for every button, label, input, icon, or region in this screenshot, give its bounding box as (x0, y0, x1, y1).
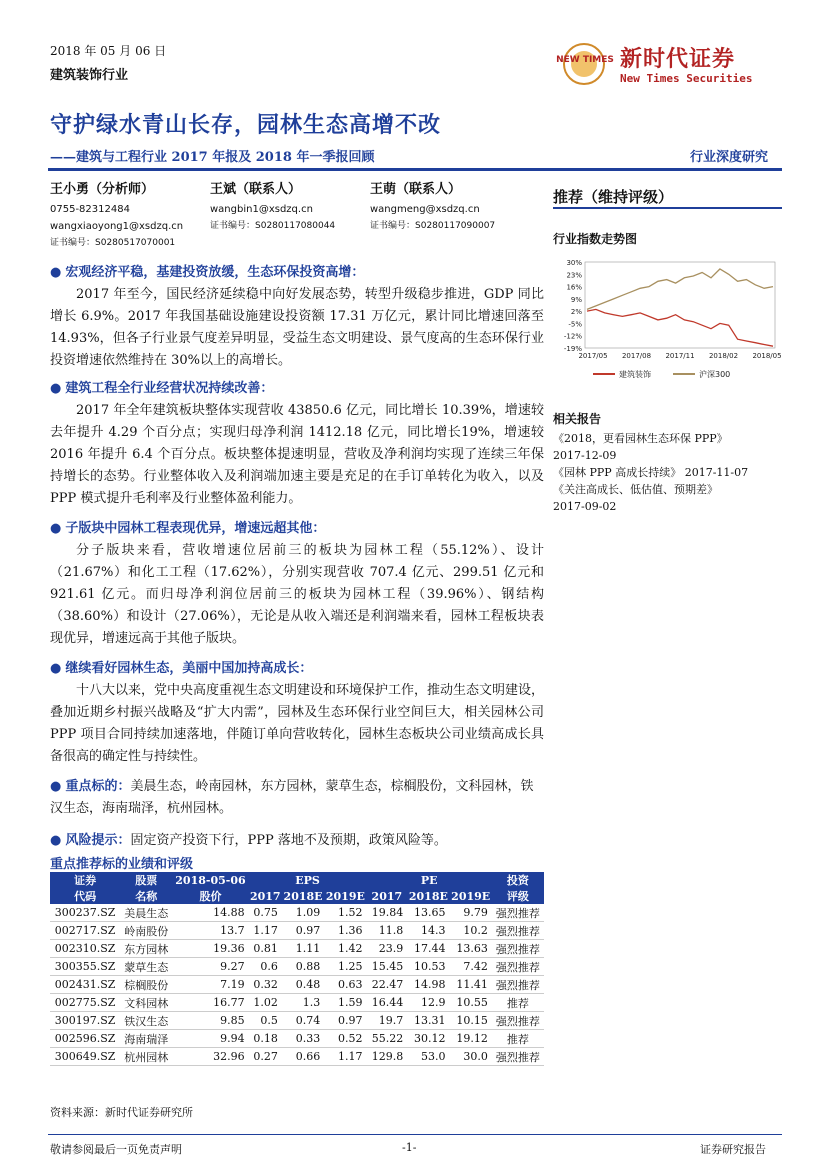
table-cell: 0.88 (282, 958, 324, 976)
table-cell: 10.53 (407, 958, 449, 976)
analyst-email[interactable]: wangmeng@xsdzq.cn (370, 204, 480, 215)
table-cell: 强烈推荐 (492, 1012, 544, 1030)
table-cell: 10.15 (450, 1012, 492, 1030)
x-tick-label: 2017/05 (578, 352, 608, 360)
table-cell: 19.36 (172, 940, 248, 958)
table-cell: 1.11 (282, 940, 324, 958)
table-header: 证券 (50, 872, 120, 888)
table-cell: 23.9 (367, 940, 408, 958)
table-cell: 0.81 (249, 940, 282, 958)
table-row (50, 922, 544, 940)
company-logo (554, 40, 784, 92)
page-number: -1- (402, 1141, 417, 1154)
table-header: 名称 (120, 888, 172, 904)
analyst-phone: 0755-82312484 (50, 204, 130, 215)
analyst-name: 王小勇（分析师） (50, 182, 155, 197)
table-cell: 推荐 (492, 994, 544, 1012)
trend-chart-title: 行业指数走势图 (553, 232, 638, 246)
table-row (50, 904, 544, 922)
table-cell: 0.32 (249, 976, 282, 994)
table-cell: 1.3 (282, 994, 324, 1012)
table-cell: 13.7 (172, 922, 248, 940)
analyst-block (50, 178, 540, 248)
analyst-email[interactable]: wangbin1@xsdzq.cn (210, 204, 313, 215)
table-row (50, 976, 544, 994)
table-cell: 强烈推荐 (492, 958, 544, 976)
table-row (50, 994, 544, 1012)
key-stocks-text: 美晨生态，岭南园林，东方园林，蒙草生态，棕榈股份，文科园林，铁汉生态，海南瑞泽，杭州园林。 (50, 779, 534, 816)
table-cell: 13.63 (450, 940, 492, 958)
table-title: 重点推荐标的业绩和评级 (50, 857, 194, 872)
table-header: EPS (249, 872, 367, 888)
table-cell: 0.75 (249, 904, 282, 922)
table-cell: 1.59 (324, 994, 366, 1012)
table-cell: 002310.SZ (50, 940, 120, 958)
analyst-name: 王斌（联系人） (210, 182, 302, 197)
table-header-row (50, 872, 544, 888)
analyst-name: 王萌（联系人） (370, 182, 462, 197)
analyst-email[interactable]: wangxiaoyong1@xsdzq.cn (50, 221, 184, 232)
table-cell: 9.27 (172, 958, 248, 976)
table-row (50, 958, 544, 976)
table-header: 代码 (50, 888, 120, 904)
y-tick-label: 23% (566, 271, 582, 280)
analyst-card (50, 178, 183, 252)
table-cell: 0.66 (282, 1048, 324, 1066)
table-cell: 53.0 (407, 1048, 449, 1066)
related-report-title[interactable]: 《关注高成长、低估值、预期差》 (553, 483, 718, 496)
table-row (50, 1030, 544, 1048)
table-cell: 9.94 (172, 1030, 248, 1048)
table-header: 2017 (249, 889, 281, 903)
section-body: 十八大以来，党中央高度重视生态文明建设和环境保护工作，推动生态文明建设，叠加近期乡村振兴战略及“扩大内需”，园林及生态环保行业空间巨大，相关园林公司 PPP 项目合同持续加速落地，伴随订单向营收转化，园林生态板块公司业绩高成长具备很高的确定性与持续性。 (50, 683, 545, 764)
table-cell: 7.19 (172, 976, 248, 994)
related-report-title[interactable]: 《园林 PPP 高成长持续》 (553, 466, 682, 479)
x-tick-label: 2017/11 (665, 352, 695, 360)
section-subsector (50, 518, 544, 650)
table-header: 股价 (172, 888, 248, 904)
related-report[interactable] (553, 430, 783, 515)
table-cell: 文科园林 (120, 994, 172, 1012)
table-cell: 16.44 (367, 994, 408, 1012)
table-cell: 0.18 (249, 1030, 282, 1048)
table-cell: 0.52 (324, 1030, 366, 1048)
bullet-icon: ● (50, 779, 66, 794)
analyst-cert: 证书编号：S0280117080044 (210, 221, 336, 231)
table-cell: 30.0 (450, 1048, 492, 1066)
footer-divider (48, 1134, 782, 1135)
y-tick-label: -5% (568, 320, 582, 329)
table-row (50, 940, 544, 958)
bullet-icon: ● (50, 661, 62, 676)
table-cell: 推荐 (492, 1030, 544, 1048)
y-tick-label: -19% (563, 345, 582, 353)
table-cell: 7.42 (450, 958, 492, 976)
table-cell: 002596.SZ (50, 1030, 120, 1048)
logo-mark-icon (554, 40, 616, 92)
table-cell: 19.84 (367, 904, 408, 922)
analyst-card (210, 178, 335, 235)
table-cell: 铁汉生态 (120, 1012, 172, 1030)
logo-mark-text: NEW TIMES (556, 55, 614, 65)
table-cell: 美晨生态 (120, 904, 172, 922)
table-cell: 0.27 (249, 1048, 282, 1066)
section-body: 2017 年全年建筑板块整体实现营收 43850.6 亿元，同比增长 10.39%，增速较去年提升 4.29 个百分点；实现归母净利润 1412.18 亿元，同比增长19%，增速较 2016 年提升 6.4 个百分点。板块整体提速明显，营收及净利润均实现了连续三年保持增长的态势。行业整体收入及利润端加速主要是充足的在手订单转化为收入，以及 PPP 模式提升毛利率及行业整体盈利能力。 (50, 403, 544, 506)
stock-table (50, 872, 544, 1066)
section-macro (50, 262, 544, 372)
y-tick-label: 9% (570, 295, 582, 304)
table-cell: 强烈推荐 (492, 976, 544, 994)
table-cell: 1.09 (282, 904, 324, 922)
table-cell: 9.79 (450, 904, 492, 922)
table-cell: 32.96 (172, 1048, 248, 1066)
table-cell: 129.8 (367, 1048, 408, 1066)
bullet-icon: ● (50, 381, 62, 396)
table-cell: 0.97 (282, 922, 324, 940)
table-cell: 14.98 (407, 976, 449, 994)
section-key-stocks (50, 776, 544, 820)
table-cell: 1.52 (324, 904, 366, 922)
rating-divider (553, 207, 782, 209)
related-report-date: 2017-11-07 (684, 466, 749, 479)
logo-company-cn: 新时代证券 (620, 46, 736, 72)
table-cell: 0.97 (324, 1012, 366, 1030)
table-cell: 55.22 (367, 1030, 408, 1048)
table-cell: 16.77 (172, 994, 248, 1012)
y-tick-label: -12% (563, 332, 582, 341)
table-cell: 9.85 (172, 1012, 248, 1030)
table-cell: 15.45 (367, 958, 408, 976)
table-cell: 0.5 (249, 1012, 282, 1030)
table-header: 2018-05-06 (172, 872, 248, 888)
table-cell: 0.33 (282, 1030, 324, 1048)
table-cell: 002717.SZ (50, 922, 120, 940)
table-cell: 1.02 (249, 994, 282, 1012)
document-type: 行业深度研究 (690, 150, 769, 165)
table-header: 2017 (367, 888, 408, 904)
analyst-card (370, 178, 495, 235)
table-cell: 强烈推荐 (492, 904, 544, 922)
footer-report-type: 证券研究报告 (700, 1143, 766, 1156)
section-heading: 继续看好园林生态，美丽中国加持高成长： (65, 661, 313, 676)
table-cell: 13.65 (407, 904, 449, 922)
section-body: 2017 年至今，国民经济延续稳中向好发展态势，转型升级稳步推进，GDP 同比增长 6.9%。2017 年我国基础设施建设投资额 17.31 万亿元，累计同比增速回落至 14.93%，但各子行业景气度差异明显，受益生态文明建设、景气度高的生态环保行业投资增速依然维持在 30%以上的高增长。 (50, 287, 544, 368)
table-cell: 14.3 (407, 922, 449, 940)
table-cell: 强烈推荐 (492, 1048, 544, 1066)
table-header: 投资 (492, 872, 544, 888)
table-header: 2018E (408, 889, 448, 903)
table-cell: 0.63 (324, 976, 366, 994)
table-cell: 17.44 (407, 940, 449, 958)
table-cell: 22.47 (367, 976, 408, 994)
legend-label: 沪深300 (699, 370, 731, 379)
table-cell: 10.2 (450, 922, 492, 940)
table-header: PE (367, 872, 492, 888)
table-cell: 14.88 (172, 904, 248, 922)
y-tick-label: 16% (566, 283, 582, 292)
bullet-icon: ● (50, 521, 62, 536)
related-report-date: 2017-09-02 (553, 500, 617, 513)
table-cell: 300197.SZ (50, 1012, 120, 1030)
section-risk (50, 830, 544, 852)
report-title: 守护绿水青山长存，园林生态高增不改 (50, 112, 442, 138)
table-cell: 东方园林 (120, 940, 172, 958)
section-industry (50, 378, 544, 510)
section-heading: 子版块中园林工程表现优异，增速远超其他： (65, 521, 326, 536)
table-cell: 002775.SZ (50, 994, 120, 1012)
report-subtitle: ——建筑与工程行业 2017 年报及 2018 年一季报回顾 (50, 150, 375, 165)
table-cell: 002431.SZ (50, 976, 120, 994)
chart-plot-area (585, 262, 775, 348)
table-row (50, 1012, 544, 1030)
table-cell: 1.17 (249, 922, 282, 940)
table-cell: 1.25 (324, 958, 366, 976)
table-cell: 12.9 (407, 994, 449, 1012)
table-cell: 11.8 (367, 922, 408, 940)
section-body: 分子版块来看，营收增速位居前三的板块为园林工程（55.12%）、设计（21.67%）和化工工程（17.62%），分别实现营收 707.4 亿元、299.51 亿元和 921.61 亿元。而归母净利润位居前三的板块为园林工程（39.96%）、钢结构（38.60%）和设计（27.06%），无论是从收入端还是利润端来看，园林工程板块表现优异，增速远高于其他子版块。 (50, 543, 544, 646)
rating: 推荐（维持评级） (553, 188, 674, 206)
table-cell: 13.31 (407, 1012, 449, 1030)
table-row (50, 1048, 544, 1066)
table-cell: 0.6 (249, 958, 282, 976)
table-cell: 杭州园林 (120, 1048, 172, 1066)
table-cell: 19.7 (367, 1012, 408, 1030)
x-tick-label: 2018/02 (708, 352, 739, 360)
table-cell: 19.12 (450, 1030, 492, 1048)
section-heading: 宏观经济平稳，基建投资放缓，生态环保投资高增： (65, 265, 365, 280)
table-cell: 1.36 (324, 922, 366, 940)
related-report-date: 2017-12-09 (553, 449, 617, 462)
legend-label: 建筑装饰 (619, 370, 651, 379)
table-cell: 1.17 (324, 1048, 366, 1066)
related-report-title[interactable]: 《2018，更看园林生态环保 PPP》 (553, 432, 728, 445)
y-tick-label: 2% (570, 308, 582, 317)
bullet-icon: ● (50, 265, 62, 280)
table-cell: 30.12 (407, 1030, 449, 1048)
table-cell: 岭南股份 (120, 922, 172, 940)
table-header: 2019E (451, 889, 491, 903)
table-cell: 棕榈股份 (120, 976, 172, 994)
header-divider (48, 168, 782, 171)
footer-disclaimer[interactable]: 敬请参阅最后一页免责声明 (50, 1143, 182, 1156)
logo-company-en: New Times Securities (620, 72, 753, 85)
table-cell: 0.48 (282, 976, 324, 994)
table-header: 2019E (325, 889, 365, 903)
table-cell: 300355.SZ (50, 958, 120, 976)
table-header: 股票 (120, 872, 172, 888)
table-cell: 海南瑞泽 (120, 1030, 172, 1048)
table-header-row (50, 888, 544, 904)
table-header: 评级 (492, 888, 544, 904)
related-reports-title: 相关报告 (553, 412, 602, 426)
series-line (587, 309, 773, 346)
industry-name: 建筑装饰行业 (50, 68, 129, 83)
table-cell: 300649.SZ (50, 1048, 120, 1066)
section-heading: 建筑工程全行业经营状况持续改善： (65, 381, 274, 396)
x-tick-label: 2018/05 (752, 352, 782, 360)
table-cell: 300237.SZ (50, 904, 120, 922)
table-cell: 强烈推荐 (492, 922, 544, 940)
table-cell: 蒙草生态 (120, 958, 172, 976)
report-date: 2018 年 05 月 06 日 (50, 44, 167, 58)
table-source: 资料来源：新时代证券研究所 (50, 1106, 193, 1119)
table-cell: 强烈推荐 (492, 940, 544, 958)
index-trend-chart (553, 256, 782, 386)
series-line (587, 269, 773, 309)
y-tick-label: 30% (566, 259, 582, 267)
analyst-cert: 证书编号：S0280517070001 (50, 238, 176, 248)
section-outlook (50, 658, 544, 768)
risk-text: 固定资产投资下行，PPP 落地不及预期，政策风险等。 (130, 833, 447, 848)
x-tick-label: 2017/08 (621, 352, 652, 360)
key-stocks-label: 重点标的： (65, 779, 131, 794)
table-header: 2018E (283, 889, 323, 903)
risk-label: 风险提示： (65, 833, 131, 848)
table-cell: 11.41 (450, 976, 492, 994)
table-cell: 10.55 (450, 994, 492, 1012)
analyst-cert: 证书编号：S0280117090007 (370, 221, 496, 231)
bullet-icon: ● (50, 833, 66, 848)
table-cell: 0.74 (282, 1012, 324, 1030)
table-cell: 1.42 (324, 940, 366, 958)
